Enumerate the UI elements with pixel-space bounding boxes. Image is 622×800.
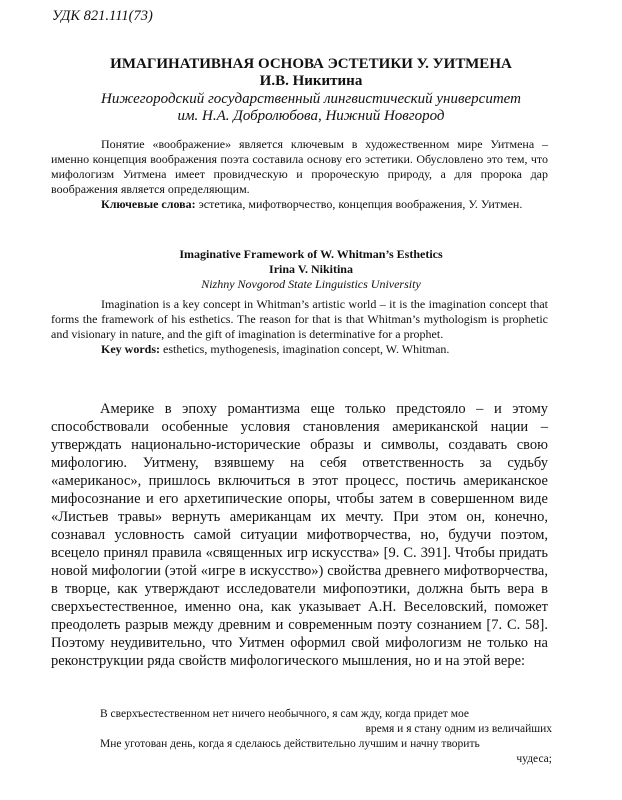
body-paragraph: Америке в эпоху романтизма еще только предстояло – и этому способствовали особенные условия становления американской нации – утверждать национально-исторические образы и символы, создавать свою мифологию. Уитмену, взявшему на себя ответственность за судьбу «американос», пришлось включиться в этот процесс, постичь американское мифосознание и его архетипические опоры, чтобы затем в совершенном виде «Листьев травы» вернуть американцам их мечту. При этом он, конечно, сознавал условность самой ситуации мифотворчества, но, будучи поэтом, всецело принял правила «священных игр искусства» [9. С. 391]. Чтобы придать новой мифологии (этой «игре в искусство») свойства древнего мифотворчества, в творце, как утверждают исследователи мифопоэтики, должна быть вера в сверхъестественное, именно она, как указывает А.Н. Веселовский, поможет преодолеть разрыв между древним и современным поэту сознанием [7. С. 58]. Поэтому неудивительно, что Уитмен оформил свой мифологизм не только на реконструкции ряда свойств мифологического мышления, но и на этой вере: [51, 401, 548, 669]
keywords-english [51, 342, 548, 357]
keywords-english-label: Key words: [101, 342, 160, 356]
poem-line-2: время и я стану одним из величайших [365, 723, 552, 735]
keywords-russian-label: Ключевые слова: [101, 197, 196, 211]
affiliation-line-1: Нижегородский государственный лингвистический университет [101, 91, 521, 107]
poem-line-3: Мне уготован день, когда я сделаюсь действительно лучшим и начну творить [100, 738, 480, 750]
udk-code: УДК 821.111(73) [52, 8, 153, 24]
author-name: И.В. Никитина [259, 73, 363, 89]
english-affiliation: Nizhny Novgorod State Linguistics University [201, 277, 421, 291]
english-author: Irina V. Nikitina [269, 262, 353, 276]
abstract-russian-text: Понятие «воображение» является ключевым в художественном мире Уитмена – именно концепция воображения поэта составила основу его эстетики. Обусловлено это тем, что мифологизм Уитмена имеет провидческую и пророческую природу, а для пророка дар воображения является определяющим. [51, 137, 548, 196]
article-title: ИМАГИНАТИВНАЯ ОСНОВА ЭСТЕТИКИ У. УИТМЕНА [110, 56, 512, 72]
keywords-russian-list: эстетика, мифотворчество, концепция воображения, У. Уитмен. [198, 197, 523, 211]
abstract-english [51, 297, 548, 357]
poem-line-4: чудеса; [516, 753, 552, 765]
keywords-english-list: esthetics, mythogenesis, imagination concept, W. Whitman. [163, 342, 450, 356]
abstract-russian [51, 137, 548, 212]
english-title: Imaginative Framework of W. Whitman’s Esthetics [179, 247, 443, 261]
abstract-english-text: Imagination is a key concept in Whitman’s artistic world – it is the imagination concept that forms the framework of his esthetics. The reason for that is that Whitman’s mythologism is prophetic and visionary in nature, and the gift of imagination is determinative for a prophet. [51, 297, 548, 341]
keywords-russian [51, 197, 548, 212]
affiliation-line-2: им. Н.А. Добролюбова, Нижний Новгород [177, 108, 445, 124]
poem-line-1: В сверхъестественном нет ничего необычного, я сам жду, когда придет мое [100, 708, 469, 720]
